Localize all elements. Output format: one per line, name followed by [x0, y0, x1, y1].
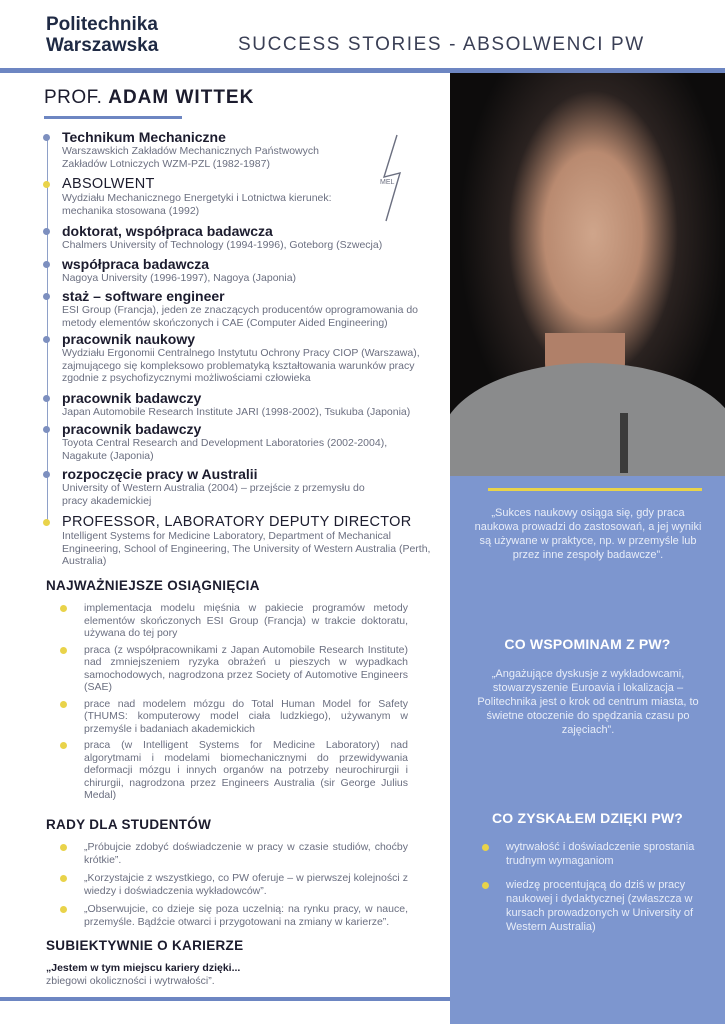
timeline-desc: ESI Group (Francja), jeden ze znaczących producentów oprogramowania do metody elementów skończonych i CAE (Computer Aided Engineering): [62, 304, 419, 329]
name-main: ADAM WITTEK: [108, 87, 255, 108]
timeline-desc: Wydziału Mechanicznego Energetyki i Lotnictwa kierunek: mechanika stosowana (1992): [62, 192, 332, 217]
name-underline: [44, 116, 182, 119]
timeline-dot: [43, 426, 50, 433]
timeline-desc: Warszawskich Zakładów Mechanicznych Państwowych Zakładów Lotniczych WZM-PZL (1982-1987): [62, 145, 319, 170]
mel-lab-logo: [372, 133, 412, 223]
timeline-dot: [43, 293, 50, 300]
timeline-title: współpraca badawcza: [62, 256, 210, 272]
mel-logo-text: MEL: [380, 179, 395, 186]
list-item-text: praca (w Intelligent Systems for Medicine Laboratory) nad algorytmami i modelami biomechanicznymi do przewidywania deformacji mózgu i innych organów na potrzeby neurochirurgii i chirurgii, nagrodzona przez Engineers Australia (sir George Julius Medal): [84, 739, 408, 801]
timeline-dot: [43, 519, 50, 526]
career-quote-lead: „Jestem w tym miejscu kariery dzięki...: [46, 962, 241, 974]
list-item-text: „Korzystajcie z wszystkiego, co PW oferuje – w pierwszej kolejności z wiedzy i doświadczenia wykładowców”.: [84, 872, 408, 897]
list-item: [84, 698, 408, 736]
timeline-dot: [43, 336, 50, 343]
timeline-title: PROFESSOR, LABORATORY DEPUTY DIRECTOR: [62, 514, 412, 530]
achievements-heading: NAJWAŻNIEJSZE OSIĄGNIĘCIA: [46, 578, 260, 593]
timeline-desc: Chalmers University of Technology (1994-1996), Goteborg (Szwecja): [62, 239, 383, 251]
memories-text: „Angażujące dyskusje z wykładowcami, stowarzyszenie Euroavia i lokalizacja – Politechnika jest o krok od centrum miasta, to świetne otoczenie do spędzania czasu po zajęciach”.: [477, 668, 699, 736]
advice-heading: RADY DLA STUDENTÓW: [46, 817, 212, 832]
page-header-title: SUCCESS STORIES - ABSOLWENCI PW: [238, 34, 645, 55]
list-item-text: praca (z współpracownikami z Japan Automobile Research Institute) nad zmniejszeniem ryzyka obrażeń u pieszych w wypadkach samochodowych, nagrodzona przez Society of Automotive Engineers (SAE): [84, 643, 408, 693]
bullet: [482, 844, 489, 851]
timeline-desc: Nagoya University (1996-1997), Nagoya (Japonia): [62, 272, 297, 284]
list-item-text: implementacja modelu mięśnia w pakiecie programów metody elementów skończonych ESI Group (Francja) w trakcie doktoratu, używana do tej pory: [84, 602, 408, 639]
bullet: [482, 882, 489, 889]
timeline-desc: Toyota Central Research and Development Laboratories (2002-2004), Nagakute (Japonia): [62, 437, 388, 462]
timeline-dot: [43, 134, 50, 141]
timeline-item: [62, 421, 442, 462]
list-item-text: „Próbujcie zdobyć doświadczenie w pracy w czasie studiów, choćby krótkie”.: [84, 841, 408, 866]
timeline-desc: University of Western Australia (2004) – przejście z przemysłu do pracy akademickiej: [62, 482, 365, 507]
advice-list: [84, 841, 408, 928]
list-item: [84, 841, 408, 866]
timeline-title: pracownik badawczy: [62, 421, 202, 437]
logo-line-2: Warszawska: [46, 35, 159, 56]
career-quote-rest: zbiegowi okoliczności i wytrwałości”.: [46, 975, 215, 987]
person-name: [44, 87, 254, 109]
gains-item-text: wiedzę procentującą do dziś w pracy naukowej i dydaktycznej (zwłaszcza w kursach prowadzonych w University of Western Australia): [506, 879, 694, 933]
bullet: [60, 906, 67, 913]
list-item-text: „Obserwujcie, co dzieje się poza uczelnią: na rynku pracy, w nauce, przemyśle. Bądźcie otwarci i przygotowani na zmiany w karierze”.: [84, 903, 408, 928]
list-item: [84, 602, 408, 640]
timeline-dot: [43, 471, 50, 478]
bullet: [60, 844, 67, 851]
timeline-item: [62, 390, 442, 419]
timeline-dot: [43, 228, 50, 235]
list-item: [84, 872, 408, 897]
bullet: [60, 605, 67, 612]
timeline-item: [62, 466, 442, 507]
timeline-title: pracownik naukowy: [62, 331, 196, 347]
gains-heading: CO ZYSKAŁEM DZIĘKI PW?: [491, 810, 684, 826]
timeline-title: pracownik badawczy: [62, 390, 202, 406]
sidebar-panel: [450, 476, 725, 1024]
achievements-list: [84, 602, 408, 802]
bullet: [60, 701, 67, 708]
gains-item: [506, 878, 706, 934]
list-item: [84, 644, 408, 694]
timeline-item: [62, 514, 442, 568]
timeline-title: ABSOLWENT: [62, 176, 155, 192]
timeline-dot: [43, 395, 50, 402]
gains-item-text: wytrwałość i doświadczenie sprostania trudnym wymaganiom: [506, 841, 695, 867]
name-prefix: PROF.: [44, 87, 103, 108]
list-item-text: prace nad modelem mózgu do Total Human Model for Safety (THUMS: komputerowy model ciała ludzkiego), używanym w przemyśle i badaniach akademickich: [84, 697, 408, 735]
list-item: [84, 903, 408, 928]
timeline-axis: [47, 139, 48, 521]
bullet: [60, 875, 67, 882]
sidebar-accent-rule: [488, 488, 702, 491]
portrait-photo: [450, 73, 725, 476]
portrait-zipper: [620, 413, 628, 473]
sidebar-quote: „Sukces naukowy osiąga się, gdy praca naukowa prowadzi do zastosowań, a jej wyniki są używane w praktyce, np. w przemyśle lub przez inne zespoły badawcze”.: [474, 507, 702, 561]
bullet: [60, 742, 67, 749]
portrait-sweater: [450, 363, 725, 476]
timeline-item: [62, 288, 442, 329]
logo-line-1: Politechnika: [46, 14, 158, 35]
bottom-divider: [0, 997, 450, 1001]
timeline-desc: Japan Automobile Research Institute JARI (1998-2002), Tsukuba (Japonia): [62, 406, 411, 418]
university-logo: [46, 14, 158, 56]
memories-heading: CO WSPOMINAM Z PW?: [504, 636, 671, 652]
list-item: [84, 739, 408, 802]
timeline-desc: Intelligent Systems for Medicine Laboratory, Department of Mechanical Engineering, School of Engineering, The University of Western Australia (Perth, Australia): [62, 530, 431, 567]
timeline-title: doktorat, współpraca badawcza: [62, 223, 273, 239]
timeline-title: rozpoczęcie pracy w Australii: [62, 466, 258, 482]
timeline-item: [62, 256, 442, 285]
timeline-title: Technikum Mechaniczne: [62, 129, 226, 145]
timeline-item: [62, 331, 442, 385]
timeline-item: [62, 223, 442, 252]
timeline-title: staż – software engineer: [62, 288, 225, 304]
timeline-dot: [43, 181, 50, 188]
bullet: [60, 647, 67, 654]
gains-item: [506, 840, 706, 868]
career-heading: SUBIEKTYWNIE O KARIERZE: [46, 938, 244, 953]
timeline-dot: [43, 261, 50, 268]
timeline-desc: Wydziału Ergonomii Centralnego Instytutu Ochrony Pracy CIOP (Warszawa), zajmującego się kompleksowo problematyką kształtowania warunków pracy zgodnie z psychofizycznymi możliwościami człowieka: [62, 347, 420, 384]
